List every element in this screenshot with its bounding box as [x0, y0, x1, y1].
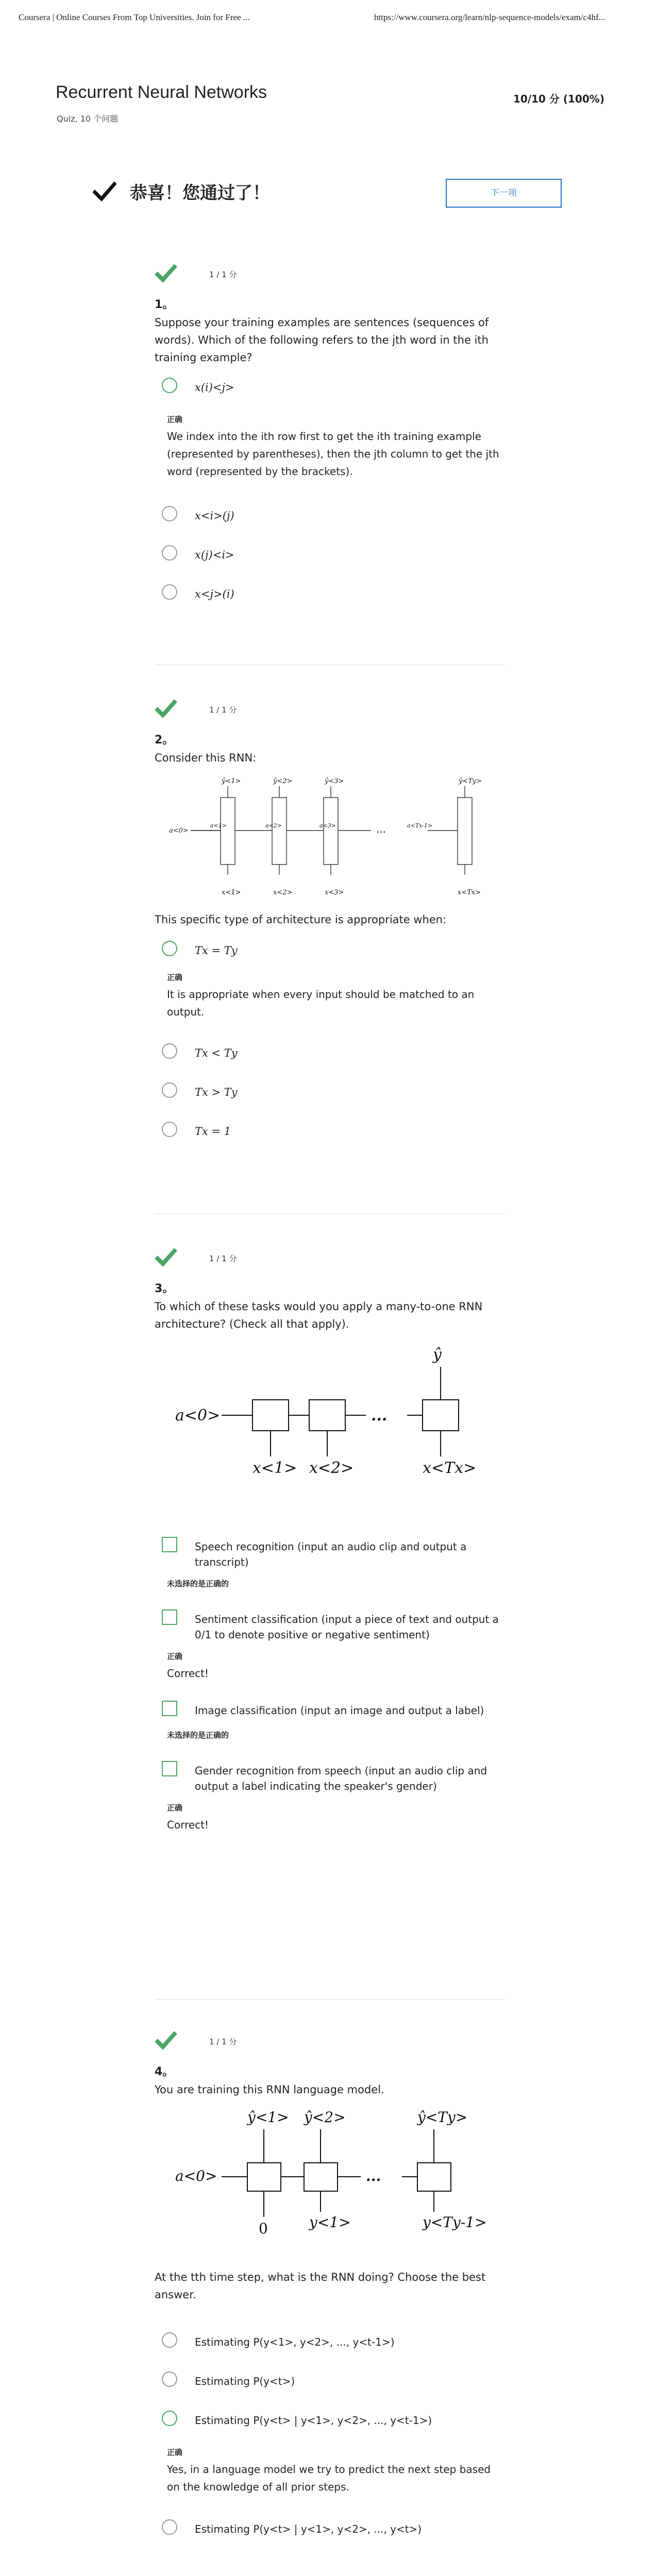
- option-label: Gender recognition from speech (input an audio clip and output a label indicating the speaker's gender): [195, 1765, 487, 1792]
- option[interactable]: [155, 2516, 505, 2540]
- question-text-2: At the tth time step, what is the RNN doing? Choose the best answer.: [155, 2271, 486, 2301]
- option[interactable]: [155, 1079, 505, 1103]
- radio-button[interactable]: [162, 378, 177, 393]
- a0-label: a<0>: [175, 1406, 221, 1425]
- feedback: [167, 972, 505, 1021]
- radio-button[interactable]: [162, 1082, 177, 1098]
- feedback-title: 未选择的是正确的: [167, 1731, 229, 1740]
- option-label: Estimating P(y<1>, y<2>, ..., y<t-1>): [195, 2336, 395, 2348]
- a0-label: a<0>: [169, 827, 189, 835]
- feedback: [167, 1730, 505, 1740]
- feedback-text: We index into the ith row first to get the ith training example (represented by parentheses), then the jth column to get the jth word (represented by the brackets).: [167, 430, 499, 478]
- radio-button[interactable]: [162, 2332, 177, 2348]
- correct-check-icon: [155, 263, 177, 283]
- option-label: Speech recognition (input an audio clip and output a transcript): [195, 1540, 467, 1568]
- x1-label: x<1>: [222, 889, 241, 896]
- a1-label: a<1>: [210, 822, 227, 829]
- option[interactable]: [155, 1118, 505, 1142]
- rnn-many-to-many-diagram: [155, 772, 505, 906]
- yT-input-label: y<Ty-1>: [423, 2214, 487, 2231]
- option[interactable]: [155, 938, 505, 961]
- feedback: [167, 1578, 505, 1589]
- next-item-button[interactable]: 下一项: [446, 179, 562, 208]
- option-label: Sentiment classification (input a piece of text and output a 0/1 to denote positive or negative sentiment): [195, 1613, 499, 1641]
- feedback-text: It is appropriate when every input should be matched to an output.: [167, 988, 475, 1018]
- question-points: 1 / 1 分: [209, 2037, 237, 2046]
- check-icon: [93, 180, 116, 204]
- print-header-url: https://www.coursera.org/learn/nlp-sequence-models/exam/c4hf...: [374, 12, 605, 22]
- correct-check-icon: [155, 1247, 177, 1267]
- radio-button[interactable]: [162, 1043, 177, 1059]
- option-label: Image classification (input an image and output a label): [195, 1704, 484, 1717]
- checkbox[interactable]: [162, 1537, 177, 1552]
- y2-label: ŷ<2>: [304, 2109, 346, 2126]
- question-points: 1 / 1 分: [209, 1254, 237, 1263]
- radio-button[interactable]: [162, 2371, 177, 2387]
- x3-label: x<3>: [325, 889, 344, 896]
- xT-label: x<Tx>: [458, 889, 481, 896]
- feedback-title: 未选择的是正确的: [167, 1579, 229, 1588]
- option-label: x<j>(i): [195, 588, 234, 600]
- a3-label: a<3>: [319, 822, 336, 829]
- question-text: You are training this RNN language model.: [155, 2083, 384, 2096]
- question-text: To which of these tasks would you apply a many-to-one RNN architecture? (Check all that apply).: [155, 1300, 483, 1330]
- option[interactable]: [155, 1606, 505, 1641]
- option-label: Estimating P(y<t>): [195, 2375, 295, 2387]
- option[interactable]: [155, 581, 505, 605]
- question-number: 3。: [155, 1282, 174, 1295]
- option[interactable]: [155, 2329, 505, 2353]
- feedback: [167, 2447, 505, 2496]
- option[interactable]: [155, 1534, 505, 1568]
- xT-label: x<Tx>: [423, 1459, 477, 1477]
- y1-label: ŷ<1>: [222, 777, 241, 785]
- radio-button[interactable]: [162, 545, 177, 561]
- yT-label: ŷ<Ty>: [459, 777, 482, 785]
- feedback-title: 正确: [167, 973, 183, 982]
- x2-label: x<2>: [273, 889, 293, 896]
- option[interactable]: [155, 1698, 505, 1721]
- question-number: 1。: [155, 298, 174, 311]
- question-number: 2。: [155, 734, 174, 747]
- x2-label: x<2>: [309, 1459, 354, 1477]
- option-label: Estimating P(y<t> | y<1>, y<2>, ..., y<t>): [195, 2523, 422, 2535]
- a2-label: a<2>: [265, 822, 282, 829]
- checkbox[interactable]: [162, 1701, 177, 1716]
- option-label: Tx > Ty: [195, 1086, 238, 1098]
- option-label: x(i)<j>: [195, 381, 234, 394]
- option[interactable]: [155, 542, 505, 566]
- rnn-language-model-diagram: [155, 2104, 505, 2258]
- question-1: [155, 263, 505, 605]
- feedback-text: Correct!: [167, 1667, 209, 1680]
- option[interactable]: [155, 1040, 505, 1064]
- x0-label: 0: [259, 2220, 268, 2237]
- question-4: [155, 2030, 505, 2540]
- dots: ...: [371, 1406, 388, 1425]
- print-header-title: Coursera | Online Courses From Top Universities. Join for Free ...: [19, 12, 250, 22]
- option-label: x<i>(j): [195, 510, 234, 522]
- print-header: [19, 12, 638, 28]
- question-text: Suppose your training examples are sentences (sequences of words). Which of the following refers to the jth word in the ith training example?: [155, 316, 489, 364]
- y1-input-label: y<1>: [309, 2214, 351, 2231]
- feedback: [167, 414, 505, 480]
- y-label: ŷ: [433, 1346, 442, 1364]
- radio-button[interactable]: [162, 584, 177, 600]
- feedback-text: Yes, in a language model we try to predict the next step based on the knowledge of all prior steps.: [167, 2463, 491, 2493]
- option[interactable]: [155, 375, 505, 398]
- radio-button[interactable]: [162, 1122, 177, 1137]
- y2-label: ŷ<2>: [273, 777, 293, 785]
- option[interactable]: [155, 2368, 505, 2392]
- feedback-title: 正确: [167, 415, 183, 424]
- option-label: Tx = 1: [195, 1125, 231, 1138]
- feedback-title: 正确: [167, 1803, 183, 1812]
- question-text: Consider this RNN:: [155, 752, 257, 764]
- a0-label: a<0>: [175, 2167, 217, 2184]
- checkbox[interactable]: [162, 1761, 177, 1776]
- question-text-2: This specific type of architecture is appropriate when:: [155, 913, 447, 926]
- feedback: [167, 1651, 505, 1682]
- option-label: Estimating P(y<t> | y<1>, y<2>, ..., y<t-1>): [195, 2414, 432, 2427]
- option-label: x(j)<i>: [195, 549, 234, 561]
- aT-label: a<Tx-1>: [407, 822, 433, 829]
- question-2: [155, 698, 505, 1142]
- feedback-title: 正确: [167, 1652, 183, 1661]
- divider: [155, 1213, 505, 1214]
- dots: ...: [376, 823, 386, 835]
- x1-label: x<1>: [252, 1459, 297, 1477]
- option-label: Tx = Ty: [195, 944, 238, 957]
- correct-check-icon: [155, 698, 177, 719]
- option[interactable]: [155, 2408, 505, 2431]
- option-label: Tx < Ty: [195, 1047, 238, 1059]
- y1-label: ŷ<1>: [247, 2109, 289, 2126]
- feedback-text: Correct!: [167, 1819, 209, 1831]
- correct-check-icon: [155, 2030, 177, 2050]
- question-number: 4。: [155, 2065, 174, 2078]
- pass-message: 恭喜！您通过了！: [130, 183, 270, 204]
- question-points: 1 / 1 分: [209, 705, 237, 715]
- question-3: [155, 1247, 505, 1838]
- checkbox[interactable]: [162, 1609, 177, 1625]
- feedback-title: 正确: [167, 2448, 183, 2457]
- quiz-score: 10/10 分 (100%): [513, 93, 604, 105]
- radio-button[interactable]: [162, 2519, 177, 2535]
- pass-banner: [93, 173, 567, 214]
- quiz-subtitle: Quiz, 10 个问题: [57, 114, 119, 124]
- feedback: [167, 1802, 505, 1834]
- option[interactable]: [155, 1758, 505, 1792]
- dots: ...: [366, 2167, 381, 2184]
- radio-button[interactable]: [162, 506, 177, 521]
- yT-label: ŷ<Ty>: [417, 2109, 468, 2126]
- page-title: Recurrent Neural Networks: [56, 82, 267, 102]
- radio-button[interactable]: [162, 941, 177, 956]
- radio-button[interactable]: [162, 2411, 177, 2426]
- option[interactable]: [155, 503, 505, 527]
- rnn-many-to-one-diagram: [155, 1338, 505, 1493]
- question-points: 1 / 1 分: [209, 270, 237, 279]
- y3-label: ŷ<3>: [325, 777, 344, 785]
